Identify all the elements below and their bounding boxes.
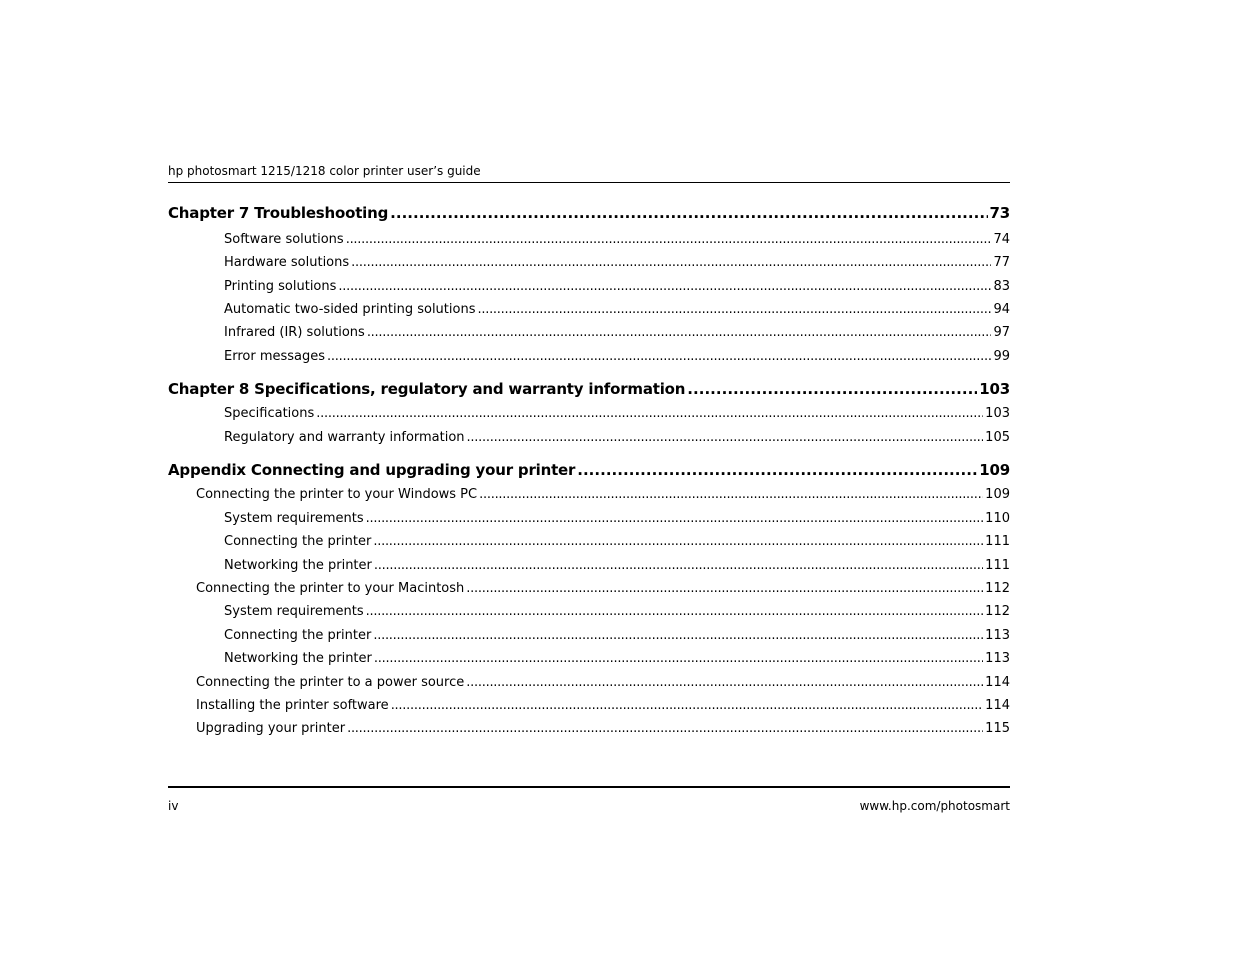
dot-leader	[327, 349, 991, 364]
toc-entry-title: Networking the printer	[224, 558, 372, 573]
toc-entry-page: 83	[993, 279, 1010, 294]
toc-entry-title: Chapter 8 Specifications, regulatory and warranty information	[168, 380, 686, 398]
toc-entry-page: 77	[993, 255, 1010, 270]
toc-entry-page: 99	[993, 349, 1010, 364]
toc-entry-page: 111	[985, 558, 1010, 573]
dot-leader	[347, 721, 983, 736]
dot-leader	[338, 279, 991, 294]
dot-leader	[373, 534, 983, 549]
toc-entry-title: Connecting the printer	[224, 628, 372, 643]
toc-entry-page: 111	[985, 534, 1010, 549]
toc-entry-page: 103	[979, 380, 1010, 398]
toc-entry	[168, 628, 1010, 643]
toc-entry-page: 105	[985, 430, 1010, 445]
dot-leader	[373, 628, 983, 643]
toc-section	[168, 487, 1010, 502]
toc-entry-page: 113	[985, 628, 1010, 643]
toc-entry-page: 114	[985, 675, 1010, 690]
toc-entry-page: 73	[989, 204, 1010, 222]
page-number: iv	[168, 799, 179, 813]
page-footer	[168, 786, 1010, 813]
toc-entry-title: Connecting the printer to a power source	[196, 675, 465, 690]
dot-leader	[366, 511, 984, 526]
toc-entry-page: 114	[985, 698, 1010, 713]
footer-url: www.hp.com/photosmart	[859, 799, 1010, 813]
toc-entry-title: Automatic two-sided printing solutions	[224, 302, 476, 317]
toc-entry	[168, 430, 1010, 445]
dot-leader	[346, 232, 992, 247]
toc-entry-page: 109	[985, 487, 1010, 502]
document-title: hp photosmart 1215/1218 color printer user’s guide	[168, 164, 481, 178]
toc-entry-page: 74	[993, 232, 1010, 247]
toc-entry-title: Connecting the printer	[224, 534, 372, 549]
toc-entry	[168, 604, 1010, 619]
toc-entry-page: 97	[993, 325, 1010, 340]
toc-entry	[168, 511, 1010, 526]
dot-leader	[577, 461, 977, 479]
toc-entry-title: Upgrading your printer	[196, 721, 346, 736]
toc-entry	[168, 534, 1010, 549]
toc-entry-title: Error messages	[224, 349, 326, 364]
toc-entry-title: Hardware solutions	[224, 255, 350, 270]
toc-section	[168, 675, 1010, 690]
dot-leader	[374, 558, 983, 573]
toc-entry	[168, 302, 1010, 317]
toc-section	[168, 698, 1010, 713]
toc-chapter-7	[168, 204, 1010, 222]
toc-entry-page: 112	[985, 604, 1010, 619]
toc-entry-title: Networking the printer	[224, 651, 372, 666]
toc-entry-title: Chapter 7 Troubleshooting	[168, 204, 389, 222]
toc-entry-title: Printing solutions	[224, 279, 337, 294]
toc-entry	[168, 651, 1010, 666]
toc-section	[168, 581, 1010, 596]
dot-leader	[466, 581, 983, 596]
toc-entry-title: Connecting the printer to your Windows PC	[196, 487, 478, 502]
toc-entry-page: 115	[985, 721, 1010, 736]
dot-leader	[374, 651, 983, 666]
toc-entry-page: 109	[979, 461, 1010, 479]
toc-entry-page: 112	[985, 581, 1010, 596]
toc-entry-title: Connecting the printer to your Macintosh	[196, 581, 465, 596]
dot-leader	[391, 698, 983, 713]
toc-entry-title: Infrared (IR) solutions	[224, 325, 365, 340]
dot-leader	[351, 255, 991, 270]
toc-entry-title: System requirements	[224, 511, 364, 526]
dot-leader	[316, 406, 983, 421]
dot-leader	[390, 204, 987, 222]
toc-chapter-8	[168, 380, 1010, 398]
toc-entry	[168, 232, 1010, 247]
page-header	[168, 162, 1010, 183]
toc-entry-page: 94	[993, 302, 1010, 317]
toc-entry	[168, 558, 1010, 573]
toc-entry	[168, 255, 1010, 270]
toc-entry-title: Specifications	[224, 406, 315, 421]
toc-entry-title: Installing the printer software	[196, 698, 389, 713]
toc-entry	[168, 349, 1010, 364]
toc-entry	[168, 406, 1010, 421]
dot-leader	[466, 675, 983, 690]
toc-entry	[168, 279, 1010, 294]
toc-entry-page: 103	[985, 406, 1010, 421]
toc-appendix	[168, 461, 1010, 479]
dot-leader	[366, 604, 984, 619]
dot-leader	[367, 325, 992, 340]
toc-entry-page: 113	[985, 651, 1010, 666]
toc-entry-title: System requirements	[224, 604, 364, 619]
dot-leader	[687, 380, 977, 398]
dot-leader	[477, 302, 991, 317]
toc-entry-title: Appendix Connecting and upgrading your printer	[168, 461, 576, 479]
toc-entry	[168, 325, 1010, 340]
toc-entry-title: Software solutions	[224, 232, 344, 247]
dot-leader	[479, 487, 983, 502]
toc-entry-page: 110	[985, 511, 1010, 526]
toc-section	[168, 721, 1010, 736]
dot-leader	[467, 430, 984, 445]
toc-entry-title: Regulatory and warranty information	[224, 430, 465, 445]
